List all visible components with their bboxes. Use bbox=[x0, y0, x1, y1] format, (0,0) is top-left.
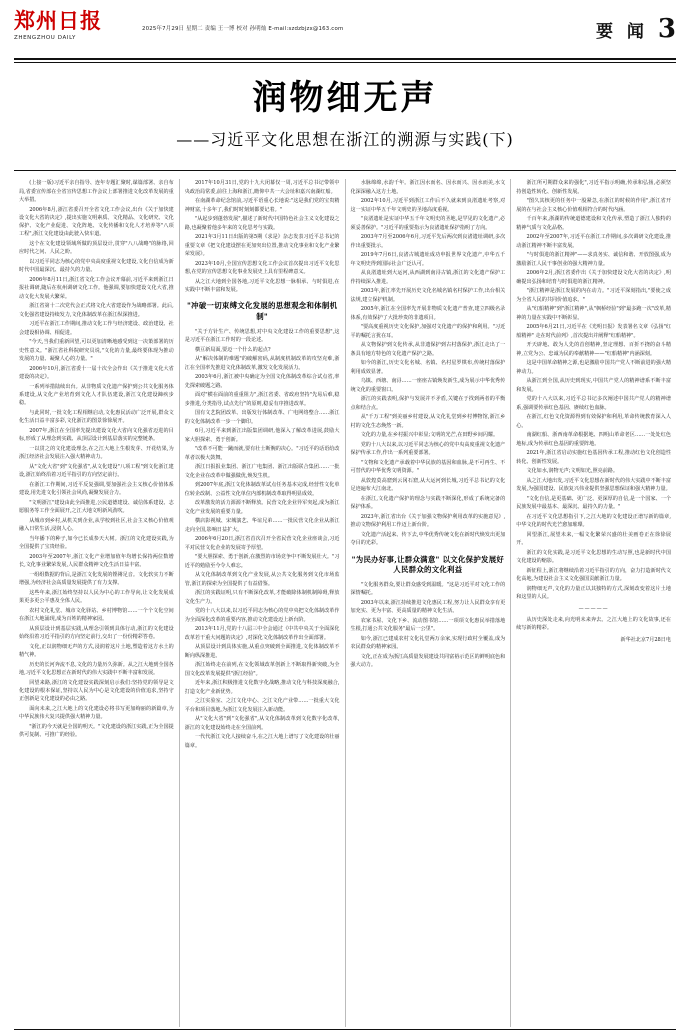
body-paragraph: 习近平在浙江工作期间,推动文化工作与经济建设、政治建设、社会建设相协调、相促进。 bbox=[19, 321, 174, 336]
body-paragraph: "从起步到蓬勃发展",描述了新时代中国特色社会主义文化建设之路,也凝聚着他多年来的文化思考与实践。 bbox=[184, 216, 340, 231]
text-column bbox=[346, 179, 512, 1027]
body-paragraph: 2023年,浙江省出台《关于加强文物保护利用改革的实施意见》,推动文物保护利用工作迈上新台阶。 bbox=[350, 514, 506, 529]
body-paragraph: 从"文化大省"到"文化强省",从文化建设"八项工程"到文化浙江建设,浙江始终沿着习近平指引的方向坚定前行。 bbox=[19, 463, 174, 479]
section-label: 要 闻 bbox=[595, 21, 648, 42]
headline-rule bbox=[14, 170, 676, 171]
body-paragraph: 2006年6月20日,浙江省首次召开全省民营文化企业座谈会,习近平对民营文化企业的发展寄予厚望。 bbox=[184, 536, 340, 551]
body-paragraph: 2019年7月6日,良渚古城遗址成功申报世界文化遗产,中华五千年文明史得到国际社会广泛认可。 bbox=[350, 252, 506, 267]
body-paragraph: 党的十八大以来,习近平总书记多次阐述中国共产党人的精神谱系,强调要传承红色基因、赓续红色血脉。 bbox=[516, 396, 671, 411]
body-paragraph: 水脉绵绵,水韵千年。浙江因水而名、因水而兴、因水而美,水文化深深融入这方土地。 bbox=[350, 180, 506, 195]
body-paragraph: 这是中国革命精神之源,也是激励中国共产党人不断前进的强大精神动力。 bbox=[516, 360, 671, 375]
body-paragraph: 回望浙江,展望未来,一幅文化繁荣兴盛的壮美画卷正在徐徐展开。 bbox=[516, 532, 671, 547]
article-subtitle: ——习近平文化思想在浙江的溯源与实践(下) bbox=[176, 129, 514, 149]
body-paragraph: 横店影视城、宋城演艺、华谊兄弟……一批民营文化企业从浙江走向全国,影响日益扩大。 bbox=[184, 518, 340, 533]
body-paragraph: "与时俱进的浙江精神"——求真务实、诚信和谐、开放图强,成为激励浙江人民干事创业的强大精神力量。 bbox=[516, 252, 671, 267]
body-paragraph: "关于方针生产、传统思想,对中央文化建设工作的重要思想",这是习近平在浙江工作时的一段论述。 bbox=[184, 328, 340, 343]
body-paragraph: 2013年11月,党的十八届三中全会通过《中共中央关于全面深化改革若干重大问题的决定》,对深化文化体制改革作出全面部署。 bbox=[184, 626, 340, 641]
section-subheading: "冲破一切束缚文化发展的思想观念和体制机制" bbox=[186, 301, 338, 321]
body-paragraph: 2003年,浙江率先开展历史文化名城名镇名村保护工作,出台相关法规,建立保护机制。 bbox=[350, 288, 506, 303]
body-paragraph: 2002年至2007年,习近平在浙江工作期间,多次调研文化建设,推动浙江精神不断丰富发展。 bbox=[516, 234, 671, 249]
body-paragraph: 历史的长河奔流不息,文化的力量历久弥新。从之江大地到全国各地,习近平文化思想正在新时代的伟大实践中不断丰富和发展。 bbox=[19, 661, 174, 677]
body-paragraph: 浙江省第十二次党代会正式将文化大省建设作为战略部署。此后,文化强省建设持续发力,文化体制改革在浙江纵深推进。 bbox=[19, 303, 174, 318]
body-paragraph: 浙江日报报业集团、浙江广电集团、浙江出版联合集团……一批文化企业在改革中做强做优,焕发生机。 bbox=[184, 464, 340, 479]
body-paragraph: 以习近平同志为核心的党中央高度重视文化建设,文化自信成为新时代中国最深沉、最持久的力量。 bbox=[19, 259, 174, 274]
body-paragraph: 从"解决体制的难题"的破解密码,从制度机制改革的攻坚克难,浙江在全国率先推进文化体制改革,激发文化发展活力。 bbox=[184, 356, 340, 371]
body-paragraph: 近年来,浙江积极推进文化数字化战略,推动文化与科技深度融合,打造文化产业新优势。 bbox=[184, 680, 340, 695]
body-paragraph: "文化服务群众,要让群众感受到温暖。"这是习近平对文化工作的深情嘱托。 bbox=[350, 582, 506, 597]
article-byline: 新华社北京7月28日电 bbox=[620, 637, 671, 644]
body-paragraph: 从文化体制改革到文化产业发展,从公共文化服务到文化市场监管,浙江的探索为全国提供了有益借鉴。 bbox=[184, 572, 340, 587]
body-paragraph: 千百年来,浙湖的传统道德建设和文化传承,塑造了浙江人独特的精神气质与文化品格。 bbox=[516, 216, 671, 231]
body-paragraph: 如今,浙江已建成农村文化礼堂两万余家,实现行政村全覆盖,成为农民群众的精神家园。 bbox=[350, 636, 506, 651]
body-paragraph: 从城市到乡村,从机关到企业,从学校到社区,社会主义核心价值观融入日常生活,浸润人心。 bbox=[19, 517, 174, 533]
body-paragraph: 党的十八大以来,以习近平同志为核心的党中央把文化体制改革作为全面深化改革的重要内容,推动文化建设迈上新台阶。 bbox=[184, 608, 340, 623]
body-paragraph: 开天辟地、敢为人先的首创精神,坚定理想、百折不挠的奋斗精神,立党为公、忠诚为民的奉献精神——"红船精神"内涵深刻。 bbox=[516, 342, 671, 357]
body-paragraph: 从历史深处走来,向光明未来奔去。之江大地上的文化故事,还在续写新的精彩。 bbox=[516, 616, 671, 631]
masthead bbox=[14, 0, 676, 56]
newspaper-title-pinyin: ZHENGZHOU DAILY bbox=[14, 35, 76, 42]
body-paragraph: 2003年7月至2006年6月,习近平先后两次到良渚遗址调研,多次作出重要批示。 bbox=[350, 234, 506, 249]
body-paragraph: 横亘新局面,要迈一个什么的起点? bbox=[194, 346, 271, 353]
text-column bbox=[180, 179, 346, 1027]
body-paragraph: 2021年,浙江省启动实施红色基因传承工程,推动红色文化创造性转化、创新性发展。 bbox=[516, 450, 671, 465]
body-paragraph: 润物细无声,文化的力量正以其独特的方式,深刻改变着这片土地和这里的人民。 bbox=[516, 586, 671, 601]
body-paragraph: 2005年,浙江在全国率先开展非物质文化遗产普查,建立四级名录体系,有效保护了大批珍贵的非遗项目。 bbox=[350, 306, 506, 321]
body-paragraph: 一系列举措陆续出台。从非物质文化遗产保护到公共文化服务体系建设,从文化产业培育到文化人才队伍建设,浙江文化建设蹄疾步稳。 bbox=[19, 383, 174, 407]
body-paragraph: "要高度重视历史文化保护,加强对文化遗产的保护和利用。"习近平的嘱托言犹在耳。 bbox=[350, 324, 506, 339]
body-paragraph: 如今的浙江,历史文化名城、名镇、名村星罗棋布,传统村落保护利用成效显著。 bbox=[350, 360, 506, 375]
body-paragraph: "要大胆探索、勇于创新,在激烈的市场竞争中不断发展壮大。"习近平的勉励至今令人难忘。 bbox=[184, 554, 340, 569]
newspaper-title: 郑州日报 bbox=[14, 8, 102, 33]
body-paragraph: 文化,正在成为浙江高质量发展建设共同富裕示范区的鲜明底色和强大动力。 bbox=[350, 654, 506, 669]
body-paragraph: 在浙江,红色文化资源得到有效保护和利用,革命传统教育深入人心。 bbox=[516, 414, 671, 429]
body-paragraph: 2003年以来,浙江持续推进文化惠民工程,努力让人民群众享有更加充实、更为丰富、更高质量的精神文化生活。 bbox=[350, 600, 506, 615]
body-paragraph: 农家书屋、文化下乡、流动图书馆……一项项文化惠民举措落地生根,打通公共文化服务"最后一公里"。 bbox=[350, 618, 506, 633]
body-paragraph: 文化的力量,在乡村振兴中彰显;文明的光芒,在田野乡间闪耀。 bbox=[360, 432, 499, 439]
body-paragraph: (上接一版)习近平亲自指导、连年专题汇聚时,谋篇部署、亲自布局,省委宣传部在全省宣传思想工作会议上部署推进文化改革发展的重大举措。 bbox=[19, 180, 174, 203]
masthead-section-block bbox=[596, 10, 676, 42]
body-paragraph: 农村文化礼堂、城市文化驿站、乡村博物馆……一个个文化空间在浙江大地涌现,成为百姓的精神家园。 bbox=[19, 607, 174, 623]
body-paragraph: 一代代浙江文化人接续奋斗,在之江大地上谱写了文化建设的壮丽篇章。 bbox=[184, 734, 340, 749]
body-paragraph: 面向未来,之江大地上的文化建设必将书写更加绚丽的新篇章,为中华民族伟大复兴提供强大精神力量。 bbox=[19, 706, 174, 721]
body-paragraph: 2023年10月,全国宣传思想文化工作会议首次提出习近平文化思想,在党的宣传思想文化事业发展史上具有里程碑意义。 bbox=[184, 260, 340, 275]
body-paragraph: 这个在文化建设领域所做的顶层设计,贯穿"八八战略"的脉络,回应时代之问、人民之盼。 bbox=[19, 241, 174, 256]
body-paragraph: 在南湖革命纪念馆前,习近平语重心长地说:"这是我们党的宝贵精神财富,十多年了,我们时时刻刻都要记着。" bbox=[184, 198, 340, 213]
body-paragraph: 从顶层设计到基层实践,从理念引领到具体行动,浙江的文化建设始终沿着习近平指引的方向坚定前行,交出了一份份精彩答卷。 bbox=[19, 625, 174, 641]
body-paragraph: 浙江所可期群众来的强化",习近平指示明确,传承和弘扬,必须坚持创造性转化、创新性发展。 bbox=[516, 180, 671, 195]
article-headline-block bbox=[14, 63, 676, 157]
body-paragraph: 党的十八大以来,以习近平同志为核心的党中央高度重视文化遗产保护传承工作,作出一系列重要部署。 bbox=[350, 442, 506, 457]
body-paragraph: "文化自信,是更基础、更广泛、更深厚的自信,是一个国家、一个民族发展中最基本、最深沉、最持久的力量。" bbox=[516, 496, 671, 511]
body-paragraph: 与此同时,一批文化工程相继启动,文化惠民活动广泛开展,群众文化生活日益丰富多彩,文化浙江的图景徐徐展开。 bbox=[19, 409, 174, 425]
body-paragraph: 2005年6月21日,习近平在《光明日报》发表署名文章《弘扬"红船精神" 走在时代前列》,首次提出并阐释"红船精神"。 bbox=[516, 324, 671, 339]
body-paragraph: 2021年3月11日出版的第5期《求是》杂志发表习近平总书记的重要文章《把文化建设摆在更加突出位置,推动文化事业和文化产业繁荣发展》。 bbox=[184, 234, 340, 257]
body-paragraph: "改革不可能一蹴而就,要有壮士断腕的决心。"习近平的话语给改革者以极大鼓舞。 bbox=[184, 446, 340, 461]
body-paragraph: 文化如水,润物无声;文明如光,照亮前路。 bbox=[526, 468, 618, 475]
body-paragraph: 2006年8月,浙江省委召开全省文化工作会议,出台《关于加快建设文化大省的决定》,提出实施文明素质、文化精品、文化研究、文化保护、文化产业促进、文化阵地、文化传播和文化人才培养等"八项工程",浙江文化建设由此驶入快车道。 bbox=[19, 206, 174, 238]
page-number: 3 bbox=[657, 14, 676, 44]
body-paragraph: 从顶层设计到具体实施,从重点突破到全面推进,文化体制改革不断向纵深推进。 bbox=[184, 644, 340, 659]
body-paragraph: 回望来路,浙江的文化建设实践深刻启示我们:坚持党的领导是文化建设的根本保证,坚持以人民为中心是文化建设的价值追求,坚持守正创新是文化建设的必由之路。 bbox=[19, 679, 174, 703]
body-paragraph: 之江实验室、之江文化中心、之江文化产业带……一批重大文化平台和项目落地,为浙江文化发展注入新动能。 bbox=[184, 698, 340, 713]
body-paragraph: "文物和文化遗产承载着中华民族的基因和血脉,是不可再生、不可替代的中华优秀文明资源。" bbox=[350, 460, 506, 475]
body-paragraph: 到2007年底,浙江文化体制改革试点任务基本完成,经营性文化单位转企改制、公益性文化单位内部机制改革取得明显成效。 bbox=[184, 482, 340, 497]
masthead-rule-thick bbox=[14, 58, 676, 60]
body-paragraph: 6月,习近平来到浙江出版集团调研,他深入了解改革进展,鼓励大家大胆探索、勇于创新。 bbox=[184, 428, 340, 443]
masthead-metadata: 2025年7月29日 星期二 责编 王一博 校对 孙明灿 E-mail:szdzbjzx@163.com bbox=[142, 26, 344, 32]
body-paragraph: 从"红船精神"到"浙江精神",从"枫桥经验"到"最多跑一次"改革,精神的力量在实践中不断彰显。 bbox=[516, 306, 671, 321]
body-paragraph: 从文物保护到文化传承,从非遗保护到古村落保护,浙江走出了一条具有地方特色的文化遗产保护之路。 bbox=[350, 342, 506, 357]
body-paragraph: 2003年至2007年,浙江文化产业增加值年均增长保持两位数增长,文化事业繁荣发展,人民群众精神文化生活日益丰富。 bbox=[19, 553, 174, 569]
body-paragraph: 2006年10月,浙江省委十一届十次全会作出《关于推进文化大省建设的决定》。 bbox=[19, 365, 174, 380]
body-paragraph: 当年播下的种子,如今已长成参天大树。浙江的文化建设实践,为全国提供了宝贵经验。 bbox=[19, 535, 174, 551]
text-divider: ————— bbox=[578, 605, 609, 612]
body-paragraph: 2007年,浙江在全国率先提出建设文化大省向文化强省迈进的目标,形成了从理念到实践、从顶层设计到基层落实的完整链条。 bbox=[19, 427, 174, 443]
article-title: 润物细无声 bbox=[252, 77, 438, 118]
text-column bbox=[511, 179, 676, 1027]
body-paragraph: 一组组数据的背后,是浙江文化发展的铿锵足音。文化软实力不断增强,为经济社会高质量发展提供了有力支撑。 bbox=[19, 571, 174, 587]
body-paragraph: 在浙江,文化遗产保护的理念与实践不断深化,形成了系统完备的保护体系。 bbox=[350, 496, 506, 511]
body-paragraph: "文明浙江"建设由此全面推进,公民道德建设、诚信体系建设、志愿服务等工作全面展开,之江大地文明新风劲吹。 bbox=[19, 499, 174, 515]
body-paragraph: 从浙江到全国,从历史到现实,中国共产党人的精神谱系不断丰富和发展。 bbox=[516, 378, 671, 393]
body-paragraph: 新征程上,浙江将继续沿着习近平指引的方向，奋力打造新时代文化高地,为建设社会主义文化强国贡献浙江力量。 bbox=[516, 568, 671, 583]
body-paragraph: 从"文化大省"到"文化强省",从文化体制改革到文化数字化改革,浙江的文化建设始终走在全国前列。 bbox=[184, 716, 340, 731]
body-paragraph: 浙江始终走在前列,在文化领域改革创新上不断取得新突破,为全国文化改革发展提供"浙江经验"。 bbox=[184, 662, 340, 677]
body-paragraph: 2006年2月,浙江省委作出《关于加快建设文化大省的决定》,明确提出弘扬和培育与时俱进的浙江精神。 bbox=[516, 270, 671, 285]
body-paragraph: 面对"横在面前的重重阻力",浙江省委、省政府坚持"先易后难,稳步推进,分类指导,试点先行"的原则,稳妥有序推进改革。 bbox=[184, 392, 340, 407]
body-paragraph: 2002年10月,习近平到浙江工作后不久就来到良渚遗址考察,对这一实证中华五千年文明史的圣地高度重视。 bbox=[350, 198, 506, 213]
body-paragraph: "浙江精神是浙江发展的内在动力。"习近平深刻指出,"要使之成为全省人民的共同价值追求。" bbox=[516, 288, 671, 303]
body-paragraph: 文化,正以润物细无声的方式,浸润着这片土地,塑造着这方水土的精气神。 bbox=[19, 643, 174, 659]
body-paragraph: 改革激发的活力源源不断释放。民营文化企业异军突起,成为浙江文化产业发展的重要力量。 bbox=[184, 500, 340, 515]
body-paragraph: 浙江的实践证明,只有不断深化改革,才能破除体制机制障碍,释放文化生产力。 bbox=[184, 590, 340, 605]
body-paragraph: 乌镇、西塘、南浔……一座座古镇焕发新生,成为展示中华优秀传统文化的重要窗口。 bbox=[350, 378, 506, 393]
article-columns bbox=[14, 179, 676, 1027]
body-paragraph: 一以贯之的文化建设理念,在之江大地上生根发芽、开花结果,为浙江经济社会发展注入强大精神动力。 bbox=[19, 445, 174, 461]
body-paragraph: 浙江的文化实践,是习近平文化思想的生动写照,也是新时代中国文化建设的缩影。 bbox=[516, 550, 671, 565]
text-column bbox=[14, 179, 180, 1027]
body-paragraph: 从"千万工程"到美丽乡村建设,从文化礼堂到乡村博物馆,浙江乡村的文化生态焕然一新。 bbox=[350, 414, 506, 429]
body-paragraph: 南湖红船、浙西南革命根据地、四明山革命老区……一处处红色地标,成为传承红色基因的重要阵地。 bbox=[516, 432, 671, 447]
body-paragraph: 从敦煌莫高窟到云冈石窟,从大运河到长城,习近平总书记的文化足迹遍布大江南北。 bbox=[350, 478, 506, 493]
body-paragraph: 2006年8月11日,浙江省文化工作会议开幕前,习近平来到浙江日报社调研,随后在杭州调研文化工作。他强调,要加快建设文化大省,推动文化大发展大繁荣。 bbox=[19, 277, 174, 300]
body-paragraph: "浙江的今天就是全国的明天。"文化建设的浙江实践,正为全国提供可复制、可推广的经验。 bbox=[19, 724, 174, 739]
body-paragraph: 这些年来,浙江始终坚持以人民为中心的工作导向,让文化发展成果更多更公平惠及全体人民。 bbox=[19, 589, 174, 605]
newspaper-logo bbox=[14, 10, 134, 41]
body-paragraph: 从之江大地出发,习近平文化思想在新时代的伟大实践中不断丰富发展,为强国建设、民族复兴伟业提供坚强思想保证和强大精神力量。 bbox=[516, 478, 671, 493]
body-paragraph: 浙江的实践表明,保护与发展并不矛盾,关键在于找到两者的平衡点和结合点。 bbox=[350, 396, 506, 411]
body-paragraph: "今天,当我们重新回望,可以更加清晰地感受到这一决策部署的历史性意义。"浙江省社科院研究员说,"文化的力量,最终要体现为推动发展的力量、凝聚人心的力量。" bbox=[19, 339, 174, 362]
body-paragraph: "图久其核更的任务中一股紧急,在浙江的时候的作用",浙江省开展的在与社会主义核心价值观相符合的时代内涵。 bbox=[516, 198, 671, 213]
body-paragraph: 从良渚遗址到大运河,从西湖到南浔古镇,浙江的文化遗产保护工作持续深入推进。 bbox=[350, 270, 506, 285]
body-paragraph: 在习近平文化思想指引下,之江大地的文化建设正谱写新的篇章,中华文化的时代光芒愈加璀璨。 bbox=[516, 514, 671, 529]
body-paragraph: 从之江大地到全国各地,习近平文化思想一脉相承、与时俱进,在实践中不断丰富和发展。 bbox=[184, 278, 340, 293]
body-paragraph: 2017年10月31日,党的十九大闭幕仅一周,习近平总书记带领中央政治局常委,前往上海和浙江,瞻仰中共一大会址和嘉兴南湖红船。 bbox=[184, 180, 340, 195]
body-paragraph: 在浙江工作期间,习近平反复强调,要加强社会主义核心价值体系建设,用先进文化引领社会风尚,凝聚发展合力。 bbox=[19, 481, 174, 497]
body-paragraph: "良渚遗址是实证中华五千年文明史的圣地,是罕见的文化遗产,必须妥善保护。"习近平的重要指示为良渚遗址保护指明了方向。 bbox=[350, 216, 506, 231]
body-paragraph: 2003年6月,浙江被中央确定为全国文化体制改革综合试点省,率先探索破题之路。 bbox=[184, 374, 340, 389]
body-paragraph: 文化遗产活起来、传下去,中华优秀传统文化在新时代焕发出更加夺目的光彩。 bbox=[350, 532, 506, 547]
body-paragraph: 国有文艺院团改革、出版发行体制改革、广电网络整合……浙江的文化体制改革一步一个脚印。 bbox=[184, 410, 340, 425]
section-subheading: "为民办好事,让群众满意" 以文化保护发展好人民群众的文化利益 bbox=[351, 554, 505, 575]
